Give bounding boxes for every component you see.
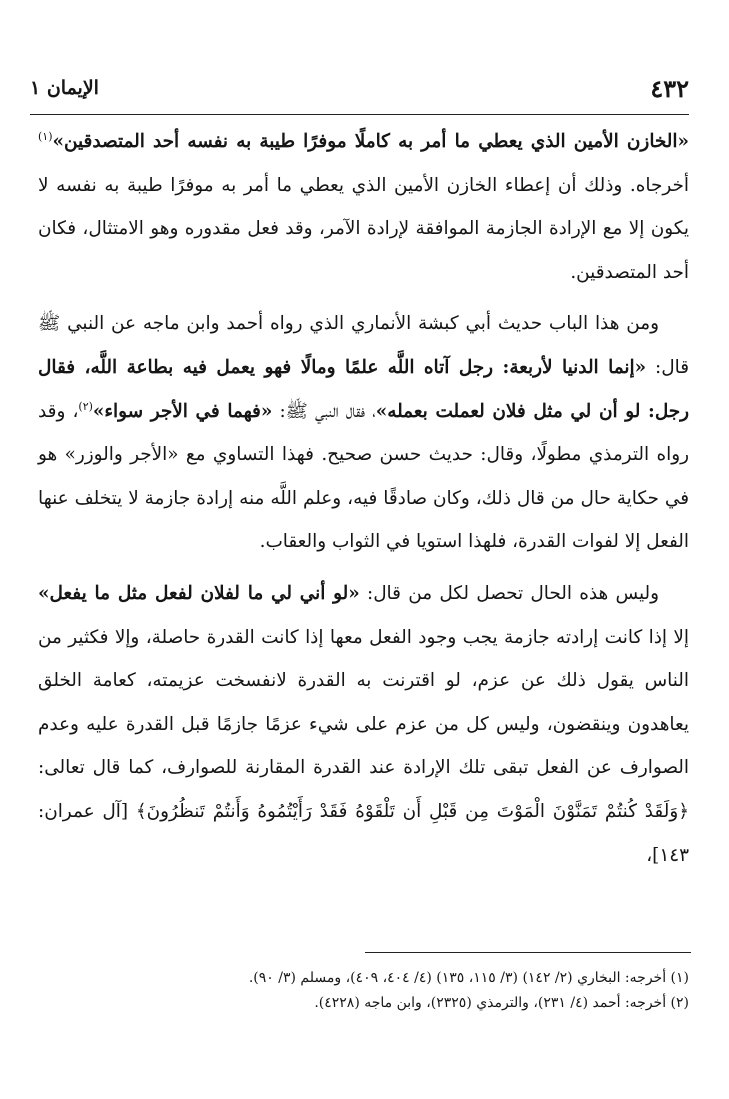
paragraph-1-text: أخرجاه. وذلك أن إعطاء الخازن الأمين الذي يعطي ما أمر به موفرًا طيبة به نفسه لا يكون إلا مع الإرادة الجازمة الموافقة لإرادة الآمر، وقد فعل مقدوره وهو الامتثال، فكان أحد المتصدقين. xyxy=(38,174,689,283)
paragraph-3-intro: وليس هذه الحال تحصل لكل من قال: xyxy=(359,582,659,604)
paragraph-2-rest: ، وقد رواه الترمذي مطولًا، وقال: حديث حسن صحيح. فهذا التساوي مع «الأجر والوزر» هو في حكاية حال من قال ذلك، وكان صادقًا فيه، وعلم اللَّه منه إرادة جازمة لا يتخلف عنها الفعل إلا لفوات القدرة، فلهذا استويا في الثواب والعقاب. xyxy=(38,400,689,553)
main-text xyxy=(38,120,689,877)
paragraph-3 xyxy=(38,572,689,877)
quran-citation: [آل عمران: ١٤٣]، xyxy=(38,800,689,866)
hadith-quote: «فهما في الأجر سواء» xyxy=(92,400,273,422)
paragraph-2 xyxy=(38,302,689,564)
footnote-2: (٢) أخرجه: أحمد (٤/ ٢٣١)، والترمذي (٢٣٢٥)، وابن ماجه (٤٢٢٨). xyxy=(314,995,689,1011)
page-number: ٤٣٢ xyxy=(650,73,689,103)
footnote-ref-1: (١) xyxy=(38,129,53,143)
paragraph-1 xyxy=(38,120,689,294)
footnote-1: (١) أخرجه: البخاري (٢/ ١٤٢) (٣/ ١١٥، ١٣٥) (٤/ ٤٠٤، ٤٠٩)، ومسلم (٣/ ٩٠). xyxy=(248,970,689,986)
running-title: الإيمان ١ xyxy=(30,77,99,99)
paragraph-2-mid: ، فقال النبي ﷺ: xyxy=(272,400,376,422)
hadith-quote: «الخازن الأمين الذي يعطي ما أمر به كاملًا موفرًا طيبة به نفسه أحد المتصدقين» xyxy=(52,131,689,152)
footnote-divider xyxy=(365,952,691,953)
footnotes xyxy=(36,966,689,1016)
hadith-quote: «إنما الدنيا لأربعة: رجل آتاه اللَّه علمًا ومالًا فهو يعمل فيه بطاعة اللَّه، فقال رجل: لو أن لي مثل فلان لعملت بعمله» xyxy=(38,356,689,422)
paragraph-2-intro: ومن هذا الباب حديث أبي كبشة الأنماري الذي رواه أحمد وابن ماجه عن النبي ﷺ قال: xyxy=(38,313,689,378)
footnote-ref-2: (٢) xyxy=(78,399,93,413)
quote: «لو أني لي ما لفلان لفعل مثل ما يفعل» xyxy=(38,582,360,604)
quran-verse: ﴿وَلَقَدْ كُنتُمْ تَمَنَّوْنَ الْمَوْتَ مِن قَبْلِ أَن تَلْقَوْهُ فَقَدْ رَأَيْتُمُوهُ وَأَنتُمْ تَنظُرُونَ﴾ xyxy=(135,800,689,822)
paragraph-3-text: إلا إذا كانت إرادته جازمة يجب وجود الفعل معها إذا كانت القدرة حاصلة، وإلا فكثير من الناس يقول ذلك عن عزم، لو اقترنت به القدرة لانفسخت عزيمته، كعامة الخلق يعاهدون وينقضون، وليس كل من عزم على شيء عزمًا جازمًا قبل القدرة عليه وعدم الصوارف عن الفعل تبقى تلك الإرادة عند القدرة المقارنة للصوارف، كما قال تعالى: xyxy=(38,626,689,779)
page-header xyxy=(30,72,689,115)
